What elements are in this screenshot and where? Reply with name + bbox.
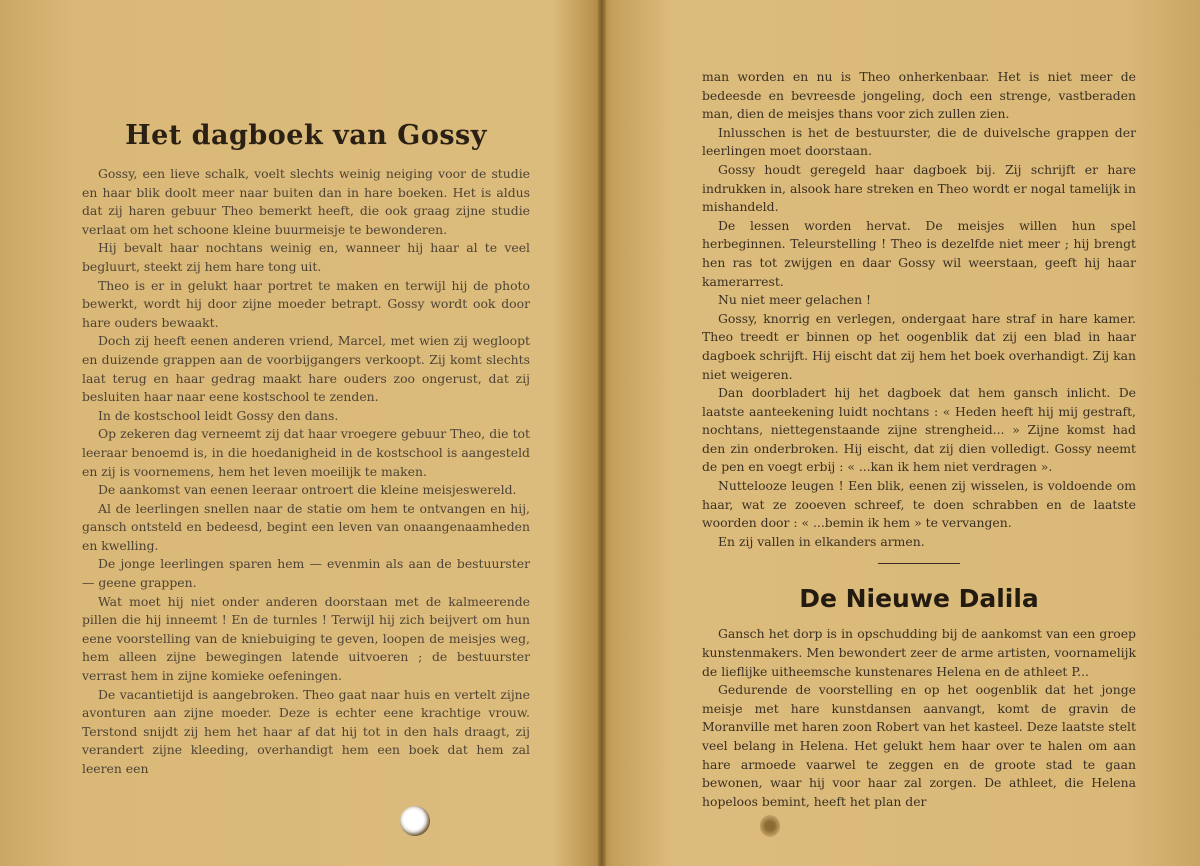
story-title-dalila: De Nieuwe Dalila — [799, 584, 1039, 614]
paragraph: De aankomst van eenen leeraar ontroert die kleine meisjeswereld. — [98, 482, 517, 498]
paragraph: Gossy, een lieve schalk, voelt slechts weinig neiging voor de studie en haar blik doolt meer naar buiten dan in hare boeken. Het is aldus dat zij haren gebuur Theo bemerkt heeft, die ook graag zijne studie verlaat om het schoone kleine buurmeisje te bewonderen. — [82, 166, 530, 237]
paragraph: Hij bevalt haar nochtans weinig en, wanneer hij haar al te veel begluurt, steekt zij hem hare tong uit. — [82, 240, 530, 274]
paragraph: Nu niet meer gelachen ! — [718, 292, 871, 308]
left-text-column — [82, 120, 530, 779]
paragraph: De jonge leerlingen sparen hem — evenmin als aan de bestuurster — geene grappen. — [82, 556, 530, 591]
paragraph: De vacantietijd is aangebroken. Theo gaat naar huis en vertelt zijne avonturen aan zijne moeder. Deze is echter eene krachtige vrouw. Terstond snijdt zij hem het haar af dat hij tot in den hals draagt, zij verandert zijne kleeding, overhandigt hem een boek dat hem zal leeren een — [82, 686, 530, 776]
section-divider — [878, 563, 960, 564]
story-title-gossy: Het dagboek van Gossy — [125, 120, 487, 151]
paragraph: Al de leerlingen snellen naar de statie om hem te ontvangen en hij, gansch ontsteld en bedeesd, begint een leven van onaangenaamheden en kwelling. — [82, 500, 530, 553]
paragraph: man worden en nu is Theo onherkenbaar. Het is niet meer de bedeesde en bevreesde jongeling, doch een strenge, vastberaden man, dien de meisjes thans voor zich zullen zien. — [702, 69, 1136, 122]
punch-hole-icon — [400, 806, 430, 836]
paragraph: Gossy, knorrig en verlegen, ondergaat hare straf in hare kamer. Theo treedt er binnen op het oogenblik dat zij een blad in haar dagboek schrijft. Hij eischt dat zij hem het boek overhandigt. Zij kan niet weigeren. — [702, 310, 1136, 382]
right-text-column — [702, 68, 1136, 811]
paragraph: Nuttelooze leugen ! Een blik, eenen zij wisselen, is voldoende om haar, wat ze zooeven schreef, te doen schrabben en de laatste woorden door : « ...bemin ik hem » te vervangen. — [702, 478, 1136, 531]
paragraph: Inlusschen is het de bestuurster, die de duivelsche grappen der leerlingen moet doorstaan. — [702, 124, 1136, 159]
paragraph: Dan doorbladert hij het dagboek dat hem gansch inlicht. De laatste aanteekening luidt nochtans : « Heden heeft hij mij gestraft, nochtans, niettegenstaande zijne strengheid... » Zijne komst had den zin onderbroken. Hij eischt, dat zij dien volledigt. Gossy neemt de pen en voegt erbij : « ...kan ik hem niet verdragen ». — [702, 385, 1136, 475]
paragraph: En zij vallen in elkanders armen. — [718, 533, 925, 549]
paragraph: Gossy houdt geregeld haar dagboek bij. Zij schrijft er hare indrukken in, alsook hare streken en Theo wordt er nogal tamelijk in mishandeld. — [702, 161, 1136, 215]
paragraph: De lessen worden hervat. De meisjes willen hun spel herbeginnen. Teleurstelling ! Theo is dezelfde niet meer ; hij brengt hen ras tot zwijgen en daar Gossy wil weerstaan, geeft hij haar kamerarrest. — [702, 217, 1136, 289]
punch-hole-icon — [760, 815, 780, 837]
paragraph: In de kostschool leidt Gossy den dans. — [98, 407, 339, 423]
paragraph: Op zekeren dag verneemt zij dat haar vroegere gebuur Theo, die tot leeraar benoemd is, in die hoedanigheid in de kostschool is aangesteld en zij is voornemens, hem het leven moeilijk te maken. — [82, 426, 530, 479]
right-page — [604, 0, 1200, 866]
paragraph: Doch zij heeft eenen anderen vriend, Marcel, met wien zij wegloopt en duizende grappen aan de voorbijgangers verkoopt. Zij komt slechts laat terug en haar gedrag maakt hare ouders zoo ongerust, dat zij besluiten haar naar eene kostschool te zenden. — [82, 333, 530, 405]
paragraph: Theo is er in gelukt haar portret te maken en terwijl hij de photo bewerkt, wordt hij door zijne moeder betrapt. Gossy wordt ook door hare ouders bewaakt. — [82, 277, 530, 330]
paragraph: Gedurende de voorstelling en op het oogenblik dat het jonge meisje met hare kunstdansen aanvangt, komt de gravin de Moranville met haren zoon Robert van het kasteel. Deze laatste stelt veel belang in Helena. Het gelukt hem haar over te halen om aan hare armoede vaarwel te zeggen en de groote stad te gaan bewonen, waar hij voor haar zal zorgen. De athleet, die Helena hopeloos bemint, heeft het plan der — [702, 682, 1136, 809]
paragraph: Wat moet hij niet onder anderen doorstaan met de kalmeerende pillen die hij inneemt ! En de turnles ! Terwijl hij zich beijvert om hun eene voorstelling van de kniebuiging te geven, loopen de meisjes weg, hem alleen zijne bewegingen latende uitvoeren ; de bestuurster verrast hem in zijne komieke oefeningen. — [82, 593, 530, 684]
paragraph: Gansch het dorp is in opschudding bij de aankomst van een groep kunstenmakers. Men bewondert zeer de arme artisten, voornamelijk de lieflijke uitheemsche kunstenares Helena en de athleet P... — [702, 626, 1136, 679]
